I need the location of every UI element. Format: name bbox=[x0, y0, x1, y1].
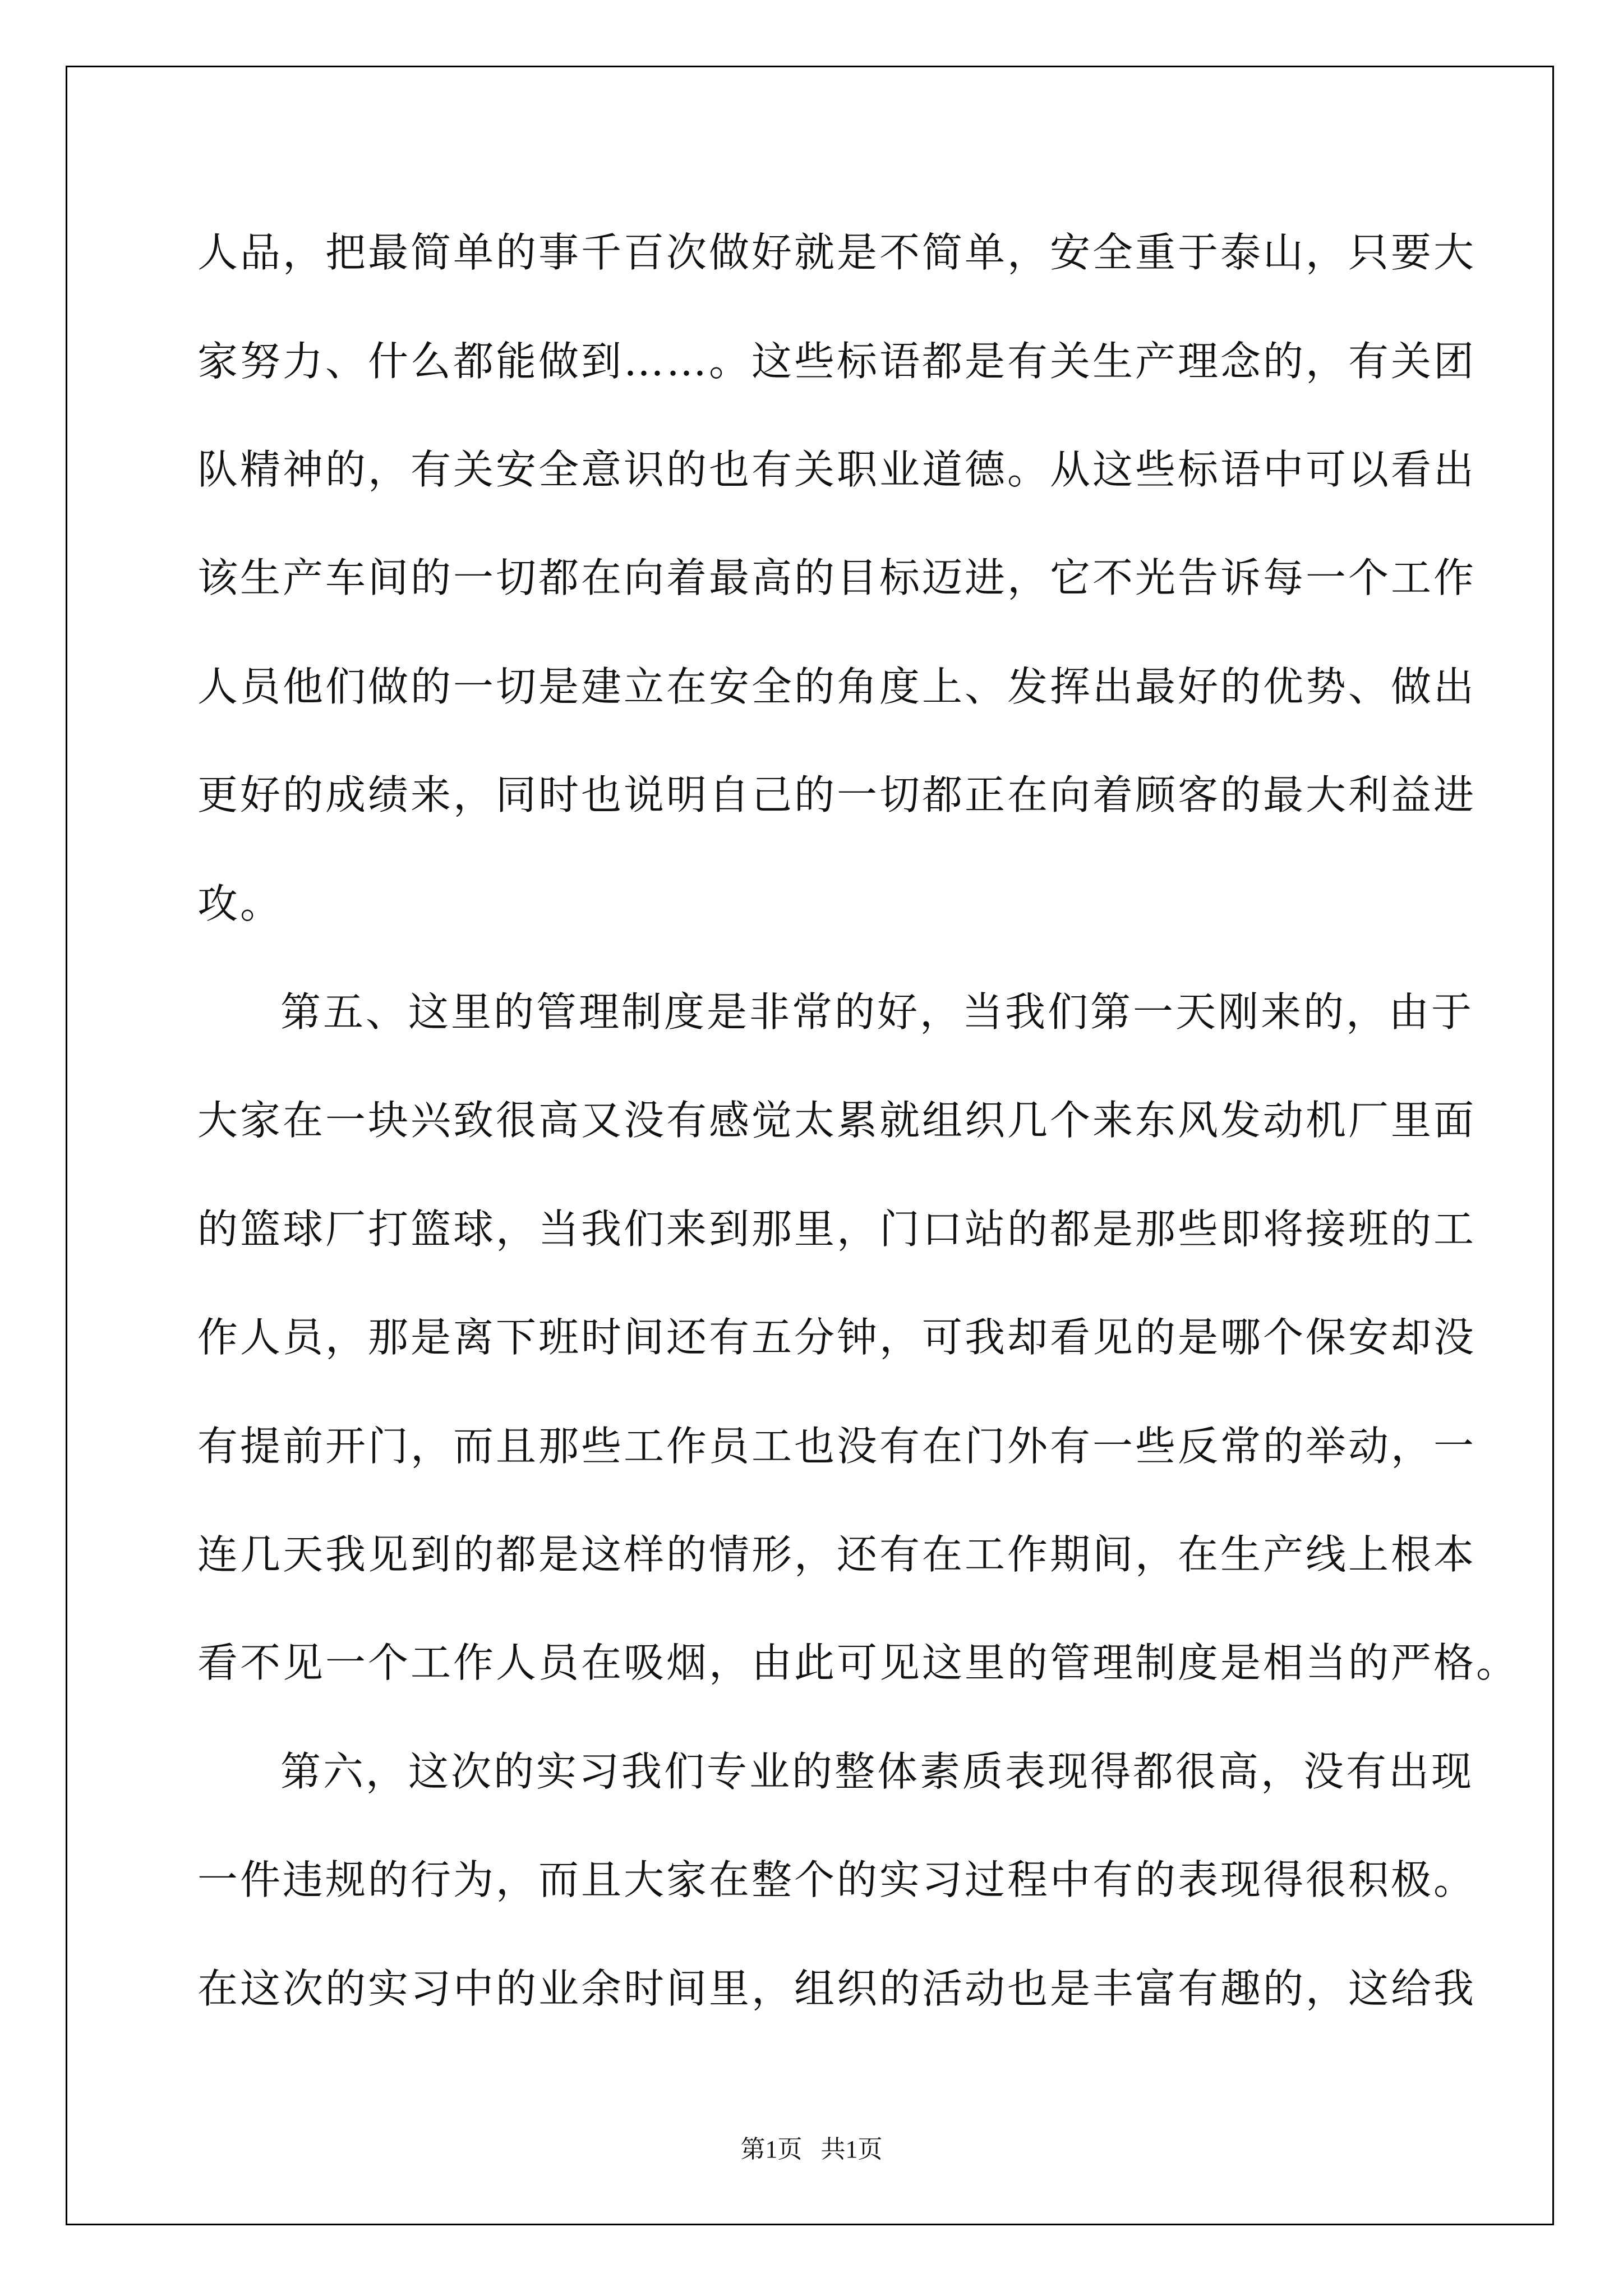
body-line-5: 人员他们做的一切是建立在安全的角度上、发挥出最好的优势、做出 bbox=[197, 663, 1477, 710]
body-line-16: 一件违规的行为，而且大家在整个的实习过程中有的表现得很积极。 bbox=[197, 1856, 1477, 1903]
body-line-17: 在这次的实习中的业余时间里，组织的活动也是丰富有趣的，这给我 bbox=[197, 1965, 1477, 2012]
body-line-11: 作人员，那是离下班时间还有五分钟，可我却看见的是哪个保安却没 bbox=[197, 1314, 1477, 1361]
body-line-1: 人品，把最简单的事千百次做好就是不简单，安全重于泰山，只要大 bbox=[197, 229, 1477, 276]
paragraph-6-start: 第六，这次的实习我们专业的整体素质表现得都很高，没有出现 bbox=[280, 1748, 1474, 1795]
body-line-3: 队精神的，有关安全意识的也有关职业道德。从这些标语中可以看出 bbox=[197, 446, 1477, 493]
body-line-10: 的篮球厂打篮球，当我们来到那里，门口站的都是那些即将接班的工 bbox=[197, 1205, 1477, 1253]
body-line-2: 家努力、什么都能做到……。这些标语都是有关生产理念的，有关团 bbox=[197, 338, 1477, 385]
body-line-13: 连几天我见到的都是这样的情形，还有在工作期间，在生产线上根本 bbox=[197, 1531, 1477, 1578]
body-line-12: 有提前开门，而且那些工作员工也没有在门外有一些反常的举动，一 bbox=[197, 1423, 1477, 1470]
page-footer: 第1页 共1页 bbox=[740, 2136, 883, 2163]
body-line-9: 大家在一块兴致很高又没有感觉太累就组织几个来东风发动机厂里面 bbox=[197, 1097, 1477, 1144]
body-line-4: 该生产车间的一切都在向着最高的目标迈进，它不光告诉每一个工作 bbox=[197, 554, 1477, 601]
body-line-6: 更好的成绩来，同时也说明自己的一切都正在向着顾客的最大利益进 bbox=[197, 771, 1477, 818]
body-line-7: 攻。 bbox=[197, 880, 283, 927]
body-line-14: 看不见一个工作人员在吸烟，由此可见这里的管理制度是相当的严格。 bbox=[197, 1639, 1519, 1686]
paragraph-5-start: 第五、这里的管理制度是非常的好，当我们第一天刚来的，由于 bbox=[280, 988, 1474, 1036]
